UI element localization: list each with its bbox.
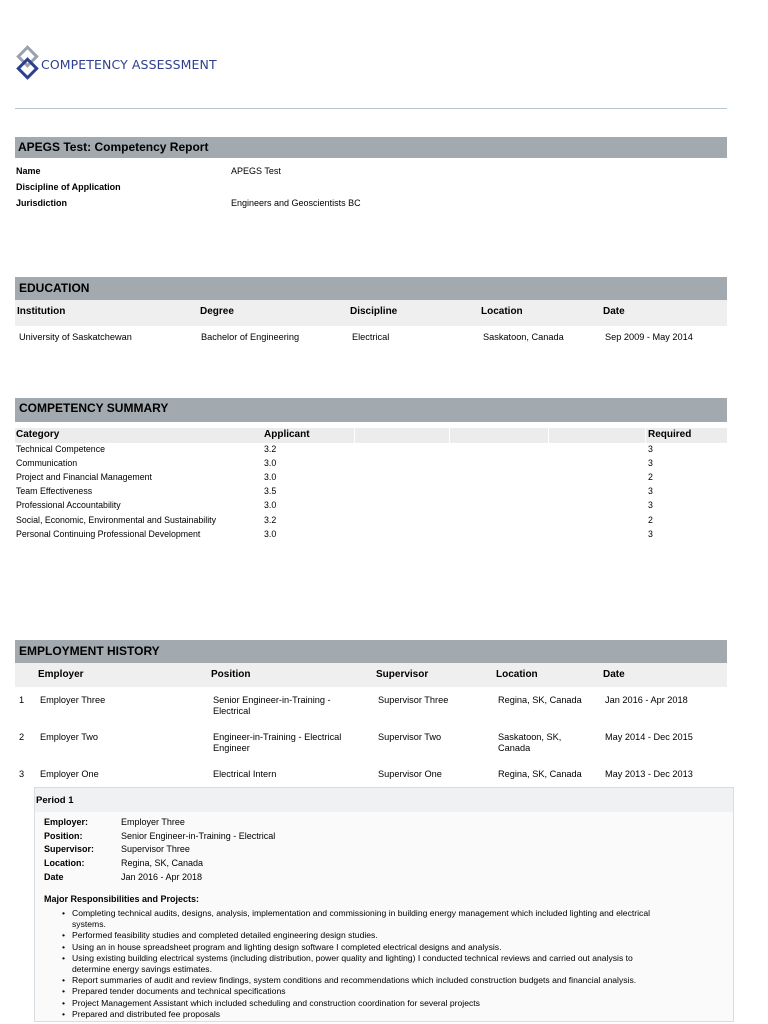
employment-row-employer: Employer Two bbox=[40, 732, 99, 742]
competency-row-category: Project and Financial Management bbox=[16, 472, 152, 483]
competency-row-applicant: 3.0 bbox=[264, 528, 277, 539]
competency-row-applicant: 3.0 bbox=[264, 500, 277, 511]
employment-header-location: Location bbox=[496, 669, 538, 680]
competency-row-required: 3 bbox=[648, 528, 653, 539]
employment-history-bar bbox=[15, 640, 727, 663]
header-divider bbox=[15, 108, 727, 109]
competency-row-category: Team Effectiveness bbox=[16, 486, 93, 497]
period-field-value: Jan 2016 - Apr 2018 bbox=[121, 871, 203, 882]
responsibility-item: • Prepared tender documents and technical specifications bbox=[60, 986, 740, 997]
employment-row-number: 1 bbox=[19, 695, 25, 705]
period-field-value: Employer Three bbox=[121, 817, 185, 827]
period-field-value: Senior Engineer-in-Training - Electrical bbox=[121, 830, 276, 841]
employment-row-number: 2 bbox=[19, 732, 25, 742]
education-cell-degree: Bachelor of Engineering bbox=[201, 332, 300, 342]
employment-history-title: EMPLOYMENT HISTORY bbox=[19, 644, 160, 658]
competency-header-required: Required bbox=[648, 429, 692, 440]
education-cell-discipline: Electrical bbox=[352, 332, 390, 342]
employment-row-date: May 2013 - Dec 2013 bbox=[605, 769, 693, 779]
period-field-label: Supervisor: bbox=[44, 844, 95, 855]
competency-header-applicant: Applicant bbox=[264, 429, 310, 440]
employment-row-location: Saskatoon, SK, Canada bbox=[498, 732, 562, 753]
period-field-label: Location: bbox=[44, 858, 85, 869]
competency-row-required: 3 bbox=[648, 458, 653, 469]
employment-row-position: Senior Engineer-in-Training - Electrical bbox=[213, 695, 331, 716]
jurisdiction-label: Jurisdiction bbox=[16, 198, 68, 208]
responsibility-item: • Project Management Assistant which included scheduling and construction coordination for several projects bbox=[60, 998, 740, 1009]
employment-row-employer: Employer Three bbox=[40, 695, 106, 705]
jurisdiction-value: Engineers and Geoscientists BC bbox=[231, 198, 361, 208]
period-field-value: Supervisor Three bbox=[121, 844, 190, 855]
employment-header-position: Position bbox=[211, 669, 251, 680]
competency-summary-title: COMPETENCY SUMMARY bbox=[19, 401, 169, 415]
competency-row-applicant: 3.2 bbox=[264, 444, 277, 454]
competency-row-applicant: 3.0 bbox=[264, 472, 277, 483]
responsibility-item: • Prepared and distributed fee proposals bbox=[60, 1009, 740, 1020]
employment-row-number: 3 bbox=[19, 769, 25, 779]
education-title: EDUCATION bbox=[19, 281, 90, 295]
competency-row-required: 2 bbox=[648, 472, 653, 483]
report-title: APEGS Test: Competency Report bbox=[18, 140, 209, 154]
period-header bbox=[35, 788, 733, 812]
education-header-location: Location bbox=[481, 306, 523, 317]
competency-row-category: Communication bbox=[16, 458, 78, 469]
name-value: APEGS Test bbox=[231, 166, 281, 176]
competency-header-category: Category bbox=[16, 429, 60, 440]
name-label: Name bbox=[16, 166, 41, 176]
employment-row-date: May 2014 - Dec 2015 bbox=[605, 732, 693, 742]
discipline-label: Discipline of Application bbox=[16, 182, 121, 192]
period-field-label: Employer: bbox=[44, 817, 89, 827]
period-field-value: Regina, SK, Canada bbox=[121, 858, 204, 869]
competency-summary-header-row bbox=[15, 428, 727, 443]
report-title-bar bbox=[15, 137, 727, 158]
diamond-logo-icon bbox=[12, 44, 44, 86]
responsibilities-title: Major Responsibilities and Projects: bbox=[44, 894, 200, 904]
education-header-degree: Degree bbox=[200, 306, 234, 317]
employment-row-supervisor: Supervisor One bbox=[378, 769, 442, 779]
period-title: Period 1 bbox=[36, 795, 74, 806]
period-field-label: Date bbox=[44, 871, 64, 882]
employment-row-employer: Employer One bbox=[40, 769, 99, 779]
education-section-bar bbox=[15, 277, 727, 300]
competency-row-applicant: 3.5 bbox=[264, 486, 277, 497]
employment-row-location: Regina, SK, Canada bbox=[498, 769, 582, 779]
employment-header-supervisor: Supervisor bbox=[376, 669, 429, 680]
education-header-date: Date bbox=[603, 306, 625, 317]
education-cell-institution: University of Saskatchewan bbox=[19, 332, 132, 342]
employment-row-position: Electrical Intern bbox=[213, 769, 277, 779]
employment-row-position: Engineer-in-Training - Electrical Engineer bbox=[213, 732, 342, 753]
education-header-institution: Institution bbox=[17, 306, 66, 317]
education-cell-location: Saskatoon, Canada bbox=[483, 332, 564, 342]
competency-row-category: Personal Continuing Professional Development bbox=[16, 528, 201, 539]
competency-row-applicant: 3.2 bbox=[264, 514, 277, 525]
responsibility-item: • Completing technical audits, designs, analysis, implementation and commissioning in building energy management which included lighting and electrical systems. bbox=[60, 908, 740, 930]
competency-row-category: Social, Economic, Environmental and Sustainability bbox=[16, 514, 216, 525]
employment-row-location: Regina, SK, Canada bbox=[498, 695, 582, 705]
employment-row-supervisor: Supervisor Two bbox=[378, 732, 442, 742]
logo-text: COMPETENCY ASSESSMENT bbox=[41, 57, 217, 72]
competency-row-required: 2 bbox=[648, 514, 653, 525]
competency-row-applicant: 3.0 bbox=[264, 458, 277, 469]
competency-row-category: Technical Competence bbox=[16, 444, 105, 454]
employment-header-employer: Employer bbox=[38, 669, 84, 680]
responsibilities-list bbox=[60, 908, 740, 1020]
period-field-label: Position: bbox=[44, 830, 83, 841]
employment-header-date: Date bbox=[603, 669, 625, 680]
employment-row-date: Jan 2016 - Apr 2018 bbox=[605, 695, 688, 705]
responsibility-item: • Report summaries of audit and review findings, system conditions and recommendations which included construction budgets and financial analysis. bbox=[60, 975, 740, 986]
responsibility-item: • Using existing building electrical systems (including distribution, power quality and lighting) I conducted technical reviews and carried out analysis to determine energy savings estimates. bbox=[60, 953, 740, 975]
education-cell-date: Sep 2009 - May 2014 bbox=[605, 332, 693, 342]
competency-row-required: 3 bbox=[648, 500, 653, 511]
competency-summary-bar bbox=[15, 398, 727, 422]
employment-row-supervisor: Supervisor Three bbox=[378, 695, 449, 705]
competency-assessment-logo bbox=[12, 44, 232, 86]
competency-row-category: Professional Accountability bbox=[16, 500, 121, 511]
responsibility-item: • Performed feasibility studies and completed detailed engineering design studies. bbox=[60, 930, 740, 941]
competency-row-required: 3 bbox=[648, 486, 653, 497]
responsibility-item: • Using an in house spreadsheet program and lighting design software I completed electrical designs and analysis. bbox=[60, 942, 740, 953]
competency-row-required: 3 bbox=[648, 444, 653, 454]
education-header-discipline: Discipline bbox=[350, 306, 398, 317]
